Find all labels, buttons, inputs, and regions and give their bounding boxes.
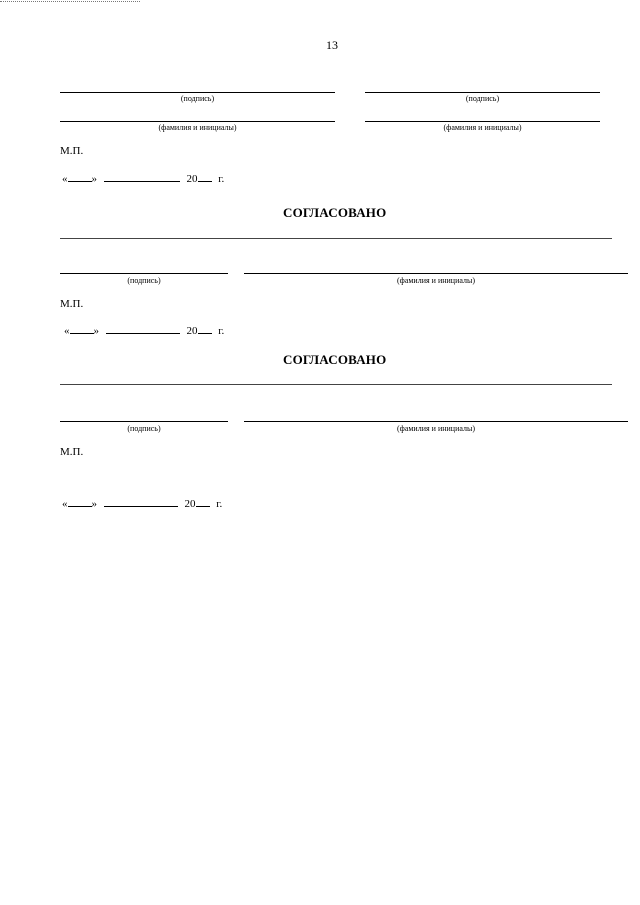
year-blank[interactable] — [196, 496, 210, 507]
scan-edge-artifact — [0, 1, 140, 2]
month-blank[interactable] — [104, 496, 178, 507]
right-name-line[interactable] — [365, 121, 600, 122]
date-open-quote: « — [64, 325, 70, 337]
month-blank[interactable] — [104, 171, 180, 182]
signature-caption: (подпись) — [127, 276, 161, 285]
stamp-label: М.П. — [60, 298, 84, 310]
organization-line[interactable] — [60, 384, 612, 385]
name-line[interactable] — [244, 421, 628, 422]
name-caption: (фамилия и инициалы) — [396, 276, 476, 285]
right-signature-line[interactable] — [365, 92, 600, 93]
left-name-caption: (фамилия и инициалы) — [158, 123, 237, 132]
right-signature-caption: (подпись) — [465, 94, 500, 103]
date-open-quote: « — [62, 173, 68, 185]
year-prefix: 20 — [186, 325, 198, 337]
date-close-quote: » — [91, 498, 97, 510]
date-field — [62, 171, 224, 185]
year-suffix: г. — [216, 498, 223, 510]
stamp-label: М.П. — [60, 446, 84, 458]
page-number: 13 — [326, 38, 338, 52]
day-blank[interactable] — [68, 496, 92, 507]
stamp-label: М.П. — [60, 145, 84, 157]
day-blank[interactable] — [68, 171, 92, 182]
year-blank[interactable] — [198, 323, 212, 334]
date-field — [64, 323, 224, 337]
name-line[interactable] — [244, 273, 628, 274]
year-suffix: г. — [218, 325, 225, 337]
date-field — [62, 496, 222, 510]
month-blank[interactable] — [106, 323, 180, 334]
approved-heading: СОГЛАСОВАНО — [283, 205, 387, 220]
year-prefix: 20 — [184, 498, 196, 510]
left-signature-line[interactable] — [60, 92, 335, 93]
year-suffix: г. — [218, 173, 225, 185]
signature-line[interactable] — [60, 421, 228, 422]
signature-line[interactable] — [60, 273, 228, 274]
year-prefix: 20 — [186, 173, 198, 185]
signature-caption: (подпись) — [127, 424, 161, 433]
organization-line[interactable] — [60, 238, 612, 239]
left-name-line[interactable] — [60, 121, 335, 122]
date-open-quote: « — [62, 498, 68, 510]
year-blank[interactable] — [198, 171, 212, 182]
right-name-caption: (фамилия и инициалы) — [443, 123, 522, 132]
approved-heading: СОГЛАСОВАНО — [283, 352, 387, 367]
name-caption: (фамилия и инициалы) — [396, 424, 476, 433]
date-close-quote: » — [91, 173, 97, 185]
left-signature-caption: (подпись) — [180, 94, 215, 103]
date-close-quote: » — [93, 325, 99, 337]
day-blank[interactable] — [70, 323, 94, 334]
